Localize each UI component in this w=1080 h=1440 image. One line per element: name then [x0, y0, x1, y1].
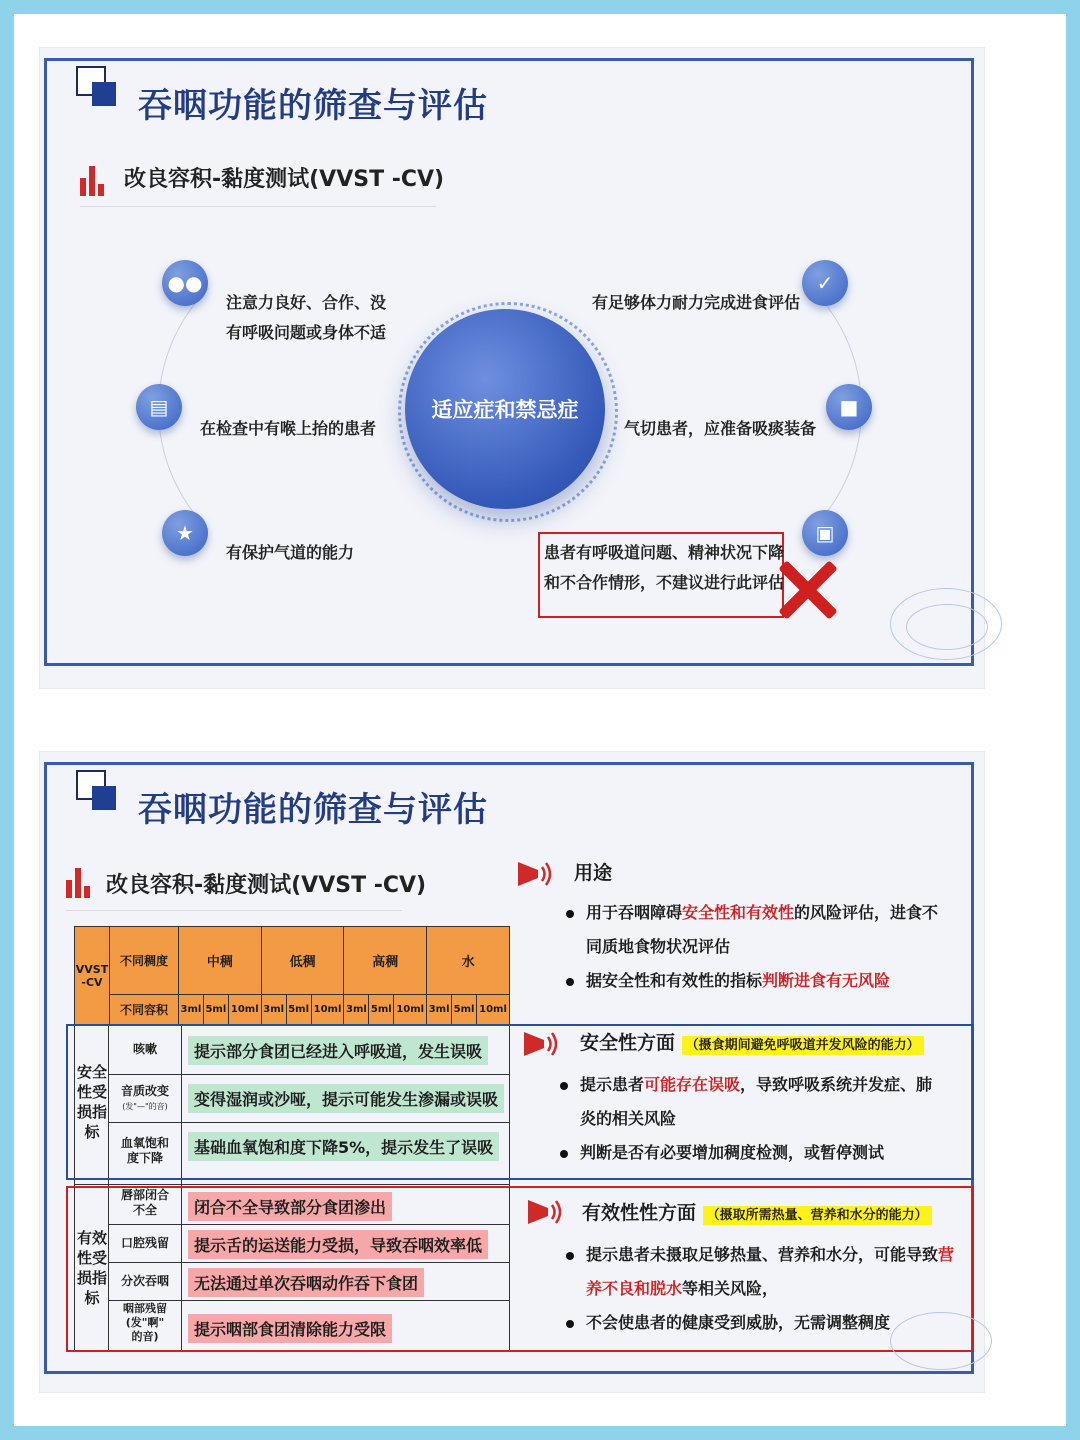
logo-icon-2 [76, 770, 120, 814]
efficacy-desc-1: 闭合不全导致部分食团渗出 [188, 1192, 392, 1221]
row-label-oral: 口腔残留 [120, 1236, 169, 1250]
bar-chart-icon [80, 166, 106, 196]
efficacy-bullet-1 [566, 1244, 954, 1266]
left-item-2: 在检查中有喉上抬的患者 [200, 419, 377, 438]
usage-bullet-2 [566, 970, 890, 992]
safety-b1-post: ，导致呼吸系统并发症、肺 [740, 1075, 933, 1094]
right-item-3 [544, 538, 784, 598]
left-item-3: 有保护气道的能力 [226, 543, 355, 562]
efficacy-bullet-1-cont [586, 1278, 778, 1300]
volume-cell: 3ml [344, 995, 369, 1025]
voice-sublabel: (发"—"的音) [122, 1102, 168, 1111]
efficacy-note: （摄取所需热量、营养和水分的能力） [703, 1206, 932, 1225]
row-divider [74, 1184, 510, 1185]
safety-note: （摄食期间避免呼吸道并发风险的能力） [682, 1036, 924, 1055]
safety-heading [580, 1028, 924, 1055]
row2-label: 不同容积 [110, 995, 179, 1025]
lightbulb-icon: ★ [162, 510, 208, 556]
vvst-table [74, 926, 510, 1025]
usage-bullet-1-cont: 同质地食物状况评估 [586, 937, 731, 956]
row-label-lip: 唇部闭合 不全 [120, 1188, 169, 1217]
slide-vvst-table [40, 752, 984, 1392]
usage-b1-post: 的风险评估，进食不 [794, 903, 939, 922]
efficacy-b1-red-a: 营 [938, 1245, 955, 1264]
volume-cell: 5ml [369, 995, 394, 1025]
bullet-dot [566, 1320, 574, 1328]
usage-b2-red: 判断进食有无风险 [762, 971, 891, 990]
efficacy-b2-text: 不会使患者的健康受到威胁，无需调整稠度 [586, 1313, 891, 1332]
center-topic [405, 309, 605, 509]
safety-desc-3: 基础血氧饱和度下降5%，提示发生了误吸 [188, 1132, 499, 1161]
megaphone-icon [522, 1026, 562, 1060]
right-item-3-line2: 和不合作情形，不建议进行此评估 [544, 573, 785, 592]
volume-cell: 10ml [394, 995, 427, 1025]
consistency-header: 中稠 [179, 927, 262, 995]
subtitle-divider [80, 206, 436, 207]
bullet-dot [560, 1082, 568, 1090]
volume-cell: 10ml [311, 995, 344, 1025]
x-mark-icon [778, 560, 838, 620]
bullet-dot [560, 1150, 568, 1158]
efficacy-b1-red-b: 养不良和脱水 [586, 1279, 683, 1298]
volume-cell: 3ml [179, 995, 204, 1025]
row-label-oxygen: 血氧饱和 度下降 [120, 1136, 169, 1165]
right-item-3-line1: 患者有呼吸道问题、精神状况下降 [544, 543, 785, 562]
subtitle-divider-2 [66, 910, 402, 911]
page-title-2: 吞咽功能的筛查与评估 [138, 790, 488, 830]
right-item-1: 有足够体力耐力完成进食评估 [592, 293, 801, 312]
right-item-2: 气切患者，应准备吸痰装备 [624, 419, 817, 438]
table-corner: VVST -CV [75, 927, 110, 1025]
volume-cell: 5ml [286, 995, 311, 1025]
efficacy-heading-text: 有效性性方面 [582, 1202, 697, 1224]
safety-group-label: 安全 性受 损指 标 [76, 1063, 107, 1141]
bullet-dot [566, 1252, 574, 1260]
checklist-icon: ✓ [802, 260, 848, 306]
efficacy-desc-2: 提示舌的运送能力受损，导致吞咽效率低 [188, 1230, 488, 1259]
efficacy-desc-4: 提示咽部食团清除能力受限 [188, 1314, 392, 1343]
clipboard-icon: ▤ [136, 384, 182, 430]
users-icon: ●● [162, 260, 208, 306]
usage-b1-pre: 用于吞咽障碍 [586, 903, 683, 922]
usage-b2-pre: 据安全性和有效性的指标 [586, 971, 763, 990]
consistency-header: 水 [427, 927, 510, 995]
logo-icon [76, 66, 120, 110]
safety-heading-text: 安全性方面 [580, 1032, 676, 1054]
megaphone-icon [526, 1194, 566, 1228]
row-label-cough: 咳嗽 [132, 1042, 157, 1056]
left-item-1 [226, 288, 386, 348]
efficacy-group-label: 有效 性受 损指 标 [76, 1229, 107, 1307]
safety-bullet-1 [560, 1074, 932, 1096]
consistency-header: 低稠 [261, 927, 344, 995]
badge-icon: ▣ [802, 510, 848, 556]
volume-cell: 5ml [203, 995, 228, 1025]
center-label: 适应症和禁忌症 [431, 398, 579, 422]
bar-chart-icon-2 [66, 868, 92, 898]
bullet-dot [566, 978, 574, 986]
row-label-pharynx: 咽部残留 (发"啊" 的音) [123, 1302, 167, 1343]
safety-bullet-2 [560, 1142, 884, 1164]
efficacy-b1-post: 等相关风险， [682, 1279, 779, 1298]
page-title: 吞咽功能的筛查与评估 [138, 86, 488, 126]
safety-b1-red: 可能存在误吸 [644, 1075, 741, 1094]
usage-b1-red: 安全性和有效性 [682, 903, 795, 922]
row-label-piecemeal: 分次吞咽 [120, 1274, 169, 1288]
volume-cell: 3ml [261, 995, 286, 1025]
section-subtitle-2: 改良容积-黏度测试(VVST -CV) [106, 873, 427, 898]
safety-b1-pre: 提示患者 [580, 1075, 645, 1094]
section-subtitle: 改良容积-黏度测试(VVST -CV) [124, 167, 445, 192]
voice-label: 音质改变 [120, 1084, 169, 1098]
safety-b2-text: 判断是否有必要增加稠度检测，或暂停测试 [580, 1143, 885, 1162]
safety-desc-2: 变得湿润或沙哑，提示可能发生渗漏或误吸 [188, 1084, 504, 1113]
efficacy-heading [582, 1198, 932, 1225]
safety-bullet-1-cont: 炎的相关风险 [580, 1109, 677, 1128]
volume-cell: 10ml [477, 995, 510, 1025]
usage-bullet-1 [566, 902, 938, 924]
efficacy-desc-3: 无法通过单次吞咽动作吞下食团 [188, 1268, 424, 1297]
volume-cell: 3ml [427, 995, 452, 1025]
decorative-swirl-2 [906, 604, 988, 650]
usage-heading: 用途 [574, 862, 613, 884]
bullet-dot [566, 910, 574, 918]
safety-desc-1: 提示部分食团已经进入呼吸道，发生误吸 [188, 1036, 488, 1065]
box-icon: ■ [826, 384, 872, 430]
slide-indications [40, 48, 984, 688]
decorative-swirl-3 [890, 1312, 992, 1370]
efficacy-bullet-2 [566, 1312, 890, 1334]
efficacy-b1-pre: 提示患者未摄取足够热量、营养和水分，可能导致 [586, 1245, 939, 1264]
volume-cell: 10ml [228, 995, 261, 1025]
volume-cell: 5ml [452, 995, 477, 1025]
consistency-header: 高稠 [344, 927, 427, 995]
row1-label: 不同稠度 [110, 927, 179, 995]
left-item-1-line1: 注意力良好、合作、没 [226, 293, 387, 312]
left-item-1-line2: 有呼吸问题或身体不适 [226, 323, 387, 342]
megaphone-icon [516, 856, 556, 890]
